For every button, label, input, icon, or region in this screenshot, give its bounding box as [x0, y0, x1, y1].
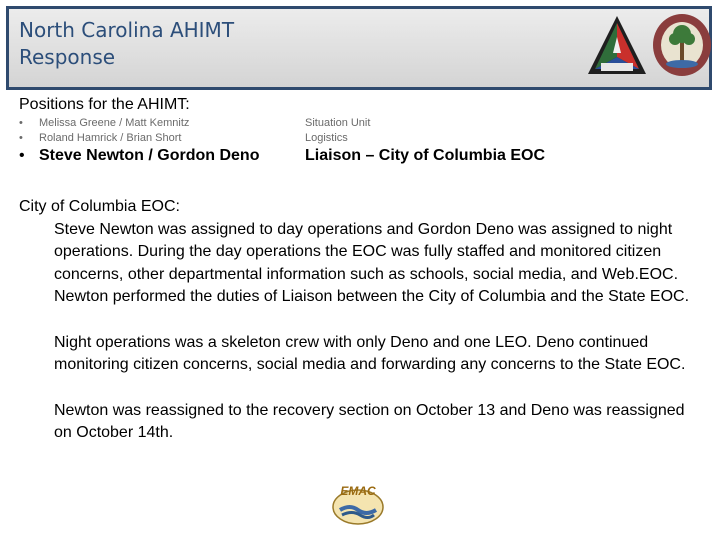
page-title: [19, 17, 234, 71]
title-line-1: North Carolina AHIMT: [19, 18, 235, 42]
position-names: Roland Hamrick / Brian Short: [39, 132, 182, 144]
emac-logo-icon: [330, 480, 386, 526]
sc-seal-icon: [651, 12, 713, 78]
paragraph: Night operations was a skeleton crew with only Deno and one LEO. Deno continued monitoring citizen concerns, social media and forwarding any concerns to the State EOC.: [54, 333, 686, 373]
title-banner: [6, 6, 712, 90]
paragraph: Newton was reassigned to the recovery section on October 13 and Deno was reassigned on October 14th.: [54, 401, 685, 441]
bullet: •: [19, 117, 23, 129]
emac-logo-text: EMAC: [340, 484, 376, 498]
bullet: •: [19, 132, 23, 144]
position-role: Logistics: [305, 132, 348, 144]
nc-ahimt-logo-icon: [585, 13, 649, 77]
position-names: Melissa Greene / Matt Kemnitz: [39, 117, 190, 129]
title-line-2: Response: [19, 45, 116, 69]
position-role: Situation Unit: [305, 117, 371, 129]
body-text: [19, 196, 699, 445]
bullet: •: [19, 147, 25, 164]
position-role: Liaison – City of Columbia EOC: [305, 147, 546, 164]
positions-heading: Positions for the AHIMT:: [19, 96, 190, 113]
section-heading: City of Columbia EOC:: [19, 198, 180, 215]
paragraph: Steve Newton was assigned to day operations and Gordon Deno was assigned to night operations. During the day operations the EOC was fully staffed and monitored citizen concerns, other departmental information such as schools, social media, and Web.EOC. Newton performed the duties of Liaison between the City of Columbia and the State EOC.: [54, 220, 690, 305]
position-names: Steve Newton / Gordon Deno: [39, 147, 260, 164]
